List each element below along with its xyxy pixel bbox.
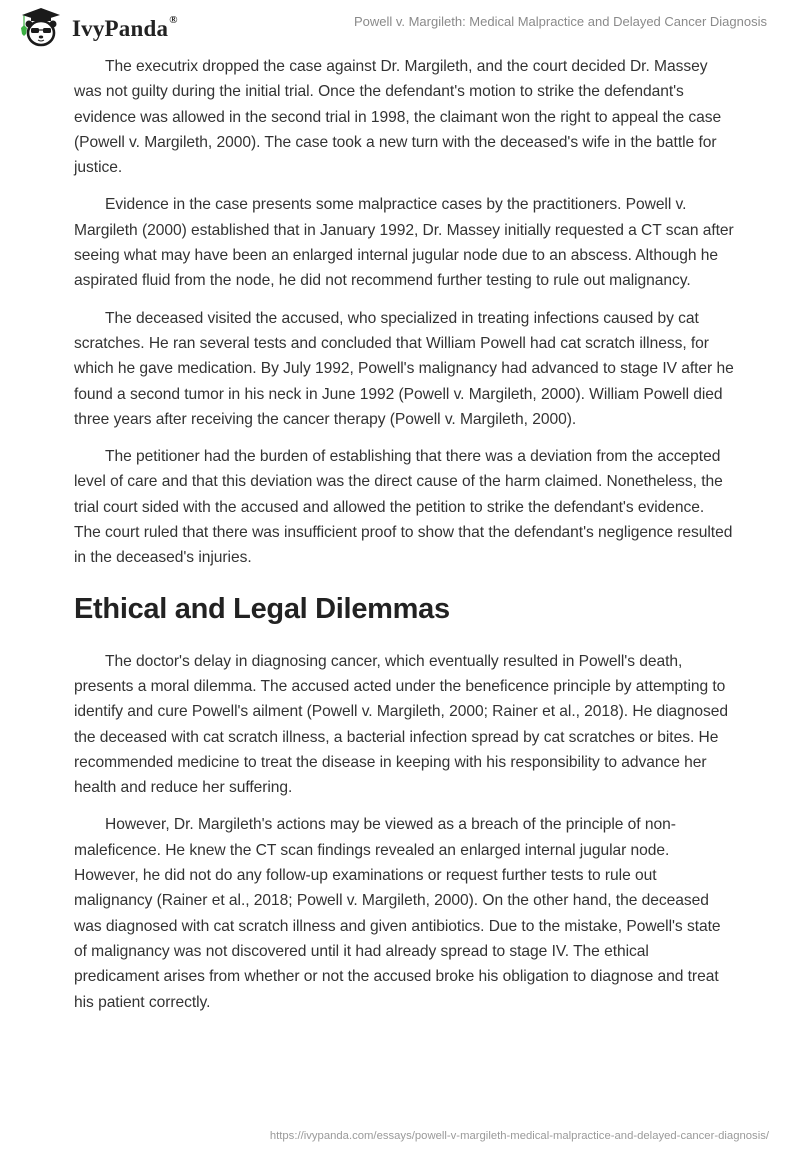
paragraph: However, Dr. Margileth's actions may be viewed as a breach of the principle of non-maleficence. He knew the CT scan findings revealed an enlarged internal jugular node. However, he did not do any follow-up examinations or request further tests to rule out malignancy (Rainer et al., 2018; Powell v. Margileth, 2000). On the other hand, the deceased was diagnosed with cat scratch illness and given antibiotics. Due to the mistake, Powell's state of malignancy was not discovered until it had already spread to stage IV. The ethical predicament arises from whether or not the accused broke his obligation to diagnose and treat his patient correctly. <box>74 816 721 1011</box>
page-header <box>0 0 800 50</box>
paragraph: The petitioner had the burden of establishing that there was a deviation from the accepted level of care and that this deviation was the direct cause of the harm claimed. Nonetheless, the trial court sided with the accused and allowed the petition to strike the defendant's evidence. The court ruled that there was insufficient proof to show that the defendant's negligence resulted in the deceased's injuries. <box>74 448 733 567</box>
essay-content <box>74 54 734 1027</box>
document-title: Powell v. Margileth: Medical Malpractice and Delayed Cancer Diagnosis <box>353 14 767 29</box>
panda-graduate-icon <box>18 6 64 48</box>
source-url[interactable]: https://ivypanda.com/essays/powell-v-margileth-medical-malpractice-and-delayed-cancer-diagnosis/ <box>269 1130 769 1142</box>
brand-name: IvyPanda® <box>72 14 178 41</box>
paragraph: Evidence in the case presents some malpractice cases by the practitioners. Powell v. Margileth (2000) established that in January 1992, Dr. Massey initially requested a CT scan after seeing what may have been an enlarged internal jugular node due to an abscess. Although he aspirated fluid from the node, he did not recommend further testing to rule out malignancy. <box>74 196 734 290</box>
paragraph: The doctor's delay in diagnosing cancer, which eventually resulted in Powell's death, presents a moral dilemma. The accused acted under the beneficence principle by attempting to identify and cure Powell's ailment (Powell v. Margileth, 2000; Rainer et al., 2018). He diagnosed the deceased with cat scratch illness, a bacterial infection spread by cat scratches or bites. He recommended medicine to treat the disease in keeping with his responsibility to advance her health and reduce her suffering. <box>74 652 728 797</box>
section-heading: Ethical and Legal Dilemmas <box>74 592 450 625</box>
paragraph: The deceased visited the accused, who specialized in treating infections caused by cat scratches. He ran several tests and concluded that William Powell had cat scratch illness, for which he gave medication. By July 1992, Powell's malignancy had advanced to stage IV after he found a second tumor in his neck in June 1992 (Powell v. Margileth, 2000). William Powell died three years after receiving the cancer therapy (Powell v. Margileth, 2000). <box>74 309 734 428</box>
ivypanda-logo[interactable] <box>18 6 178 48</box>
paragraph: The executrix dropped the case against Dr. Margileth, and the court decided Dr. Massey was not guilty during the initial trial. Once the defendant's motion to strike the defendant's evidence was allowed in the second trial in 1998, the claimant won the right to appeal the case (Powell v. Margileth, 2000). The case took a new turn with the deceased's wife in the battle for justice. <box>74 58 722 177</box>
